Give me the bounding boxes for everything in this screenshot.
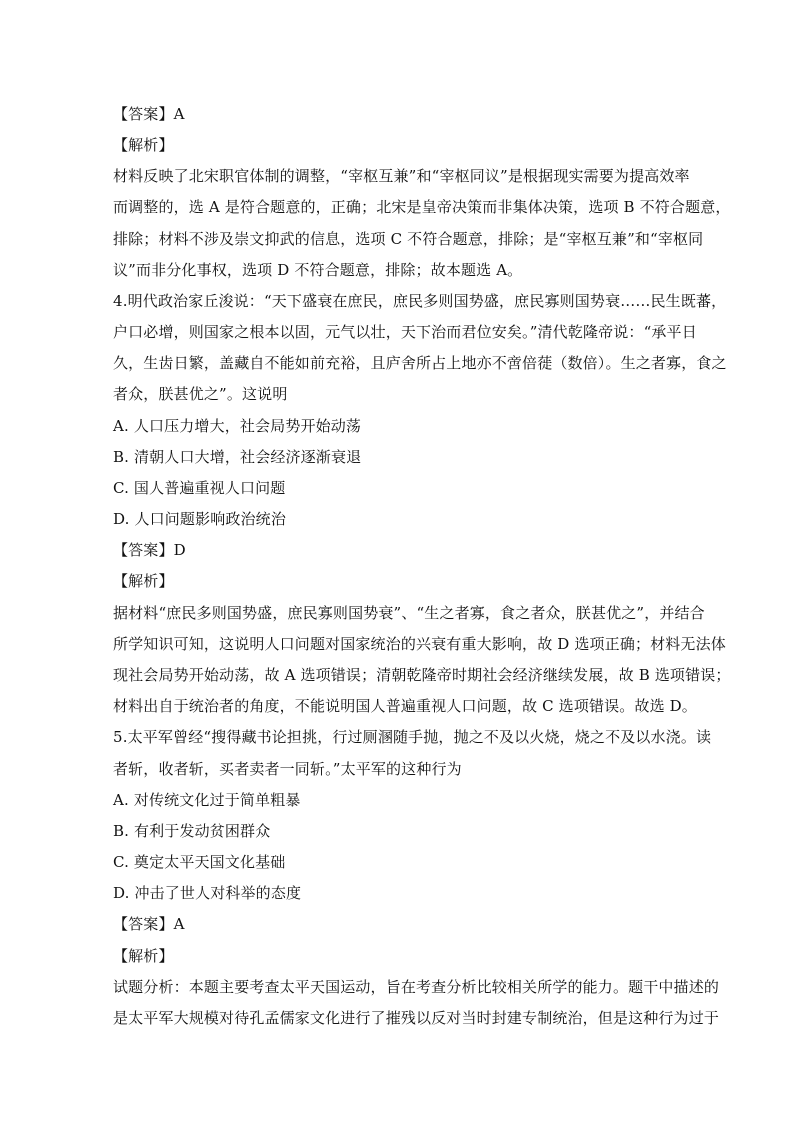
answer-label-q4: 【答案】D — [113, 541, 186, 559]
answer-label-q3: 【答案】A — [113, 105, 185, 123]
analysis-text-q3-line1: 材料反映了北宋职官体制的调整，“宰枢互兼”和“宰枢同议”是根据现实需要为提高效率 — [113, 167, 690, 185]
analysis-text-q4-line1: 据材料“庶民多则国势盛，庶民寡则国势衰”、“生之者寡，食之者众，朕甚优之”，并结合 — [113, 604, 705, 622]
question-4-option-c: C. 国人普遍重视人口问题 — [113, 479, 286, 497]
question-5-option-b: B. 有利于发动贫困群众 — [113, 822, 271, 840]
analysis-text-q3-line2: 而调整的，选 A 是符合题意的，正确；北宋是皇帝决策而非集体决策，选项 B 不符合题意， — [113, 198, 731, 216]
answer-label-q5: 【答案】A — [113, 915, 185, 933]
question-5-option-a: A. 对传统文化过于简单粗暴 — [113, 791, 301, 809]
question-4-option-d: D. 人口问题影响政治统治 — [113, 510, 286, 528]
question-4-line3: 久，生齿日繁，盖藏自不能如前充裕，且庐舍所占上地亦不啻倍蓰（数倍）。生之者寡，食之 — [113, 354, 727, 372]
analysis-text-q3-line3: 排除；材料不涉及崇文抑武的信息，选项 C 不符合题意，排除；是“宰枢互兼”和“宰枢同 — [113, 230, 704, 248]
analysis-label-q3: 【解析】 — [113, 136, 174, 154]
analysis-text-q4-line2: 所学知识可知，这说明人口问题对国家统治的兴衰有重大影响，故 D 选项正确；材料无法体 — [113, 635, 726, 653]
analysis-text-q4-line4: 材料出自于统治者的角度，不能说明国人普遍重视人口问题，故 C 选项错误。故选 D。 — [113, 697, 697, 715]
analysis-label-q5: 【解析】 — [113, 947, 174, 965]
question-5-option-c: C. 奠定太平天国文化基础 — [113, 853, 286, 871]
analysis-text-q3-line4: 议”而非分化事权，选项 D 不符合题意，排除；故本题选 A。 — [113, 261, 523, 279]
question-5-line1: 5.太平军曾经“搜得藏书论担挑，行过厕溷随手抛，抛之不及以火烧，烧之不及以水浇。读 — [113, 728, 712, 746]
analysis-label-q4: 【解析】 — [113, 572, 174, 590]
question-4-option-a: A. 人口压力增大，社会局势开始动荡 — [113, 417, 362, 435]
question-5-option-d: D. 冲击了世人对科举的态度 — [113, 884, 302, 902]
analysis-text-q5-line1: 试题分析：本题主要考查太平天国运动，旨在考查分析比较相关所学的能力。题干中描述的 — [113, 978, 720, 996]
question-4-line2: 户口必增，则国家之根本以固，元气以壮，天下治而君位安矣。”清代乾隆帝说：“承平日 — [113, 323, 697, 341]
question-4-line1: 4.明代政治家丘浚说：“天下盛衰在庶民，庶民多则国势盛，庶民寡则国势衰……民生既蕃， — [113, 292, 727, 310]
analysis-text-q5-line2: 是太平军大规模对待孔孟儒家文化进行了摧残以反对当时封建专制统治，但是这种行为过于 — [113, 1009, 720, 1027]
question-4-option-b: B. 清朝人口大增，社会经济逐渐衰退 — [113, 448, 362, 466]
question-5-line2: 者斩，收者斩，买者卖者一同斩。”太平军的这种行为 — [113, 760, 462, 778]
question-4-line4: 者众，朕甚优之”。这说明 — [113, 385, 288, 403]
analysis-text-q4-line3: 现社会局势开始动荡，故 A 选项错误；清朝乾隆帝时期社会经济继续发展，故 B 选项错误； — [113, 666, 731, 684]
